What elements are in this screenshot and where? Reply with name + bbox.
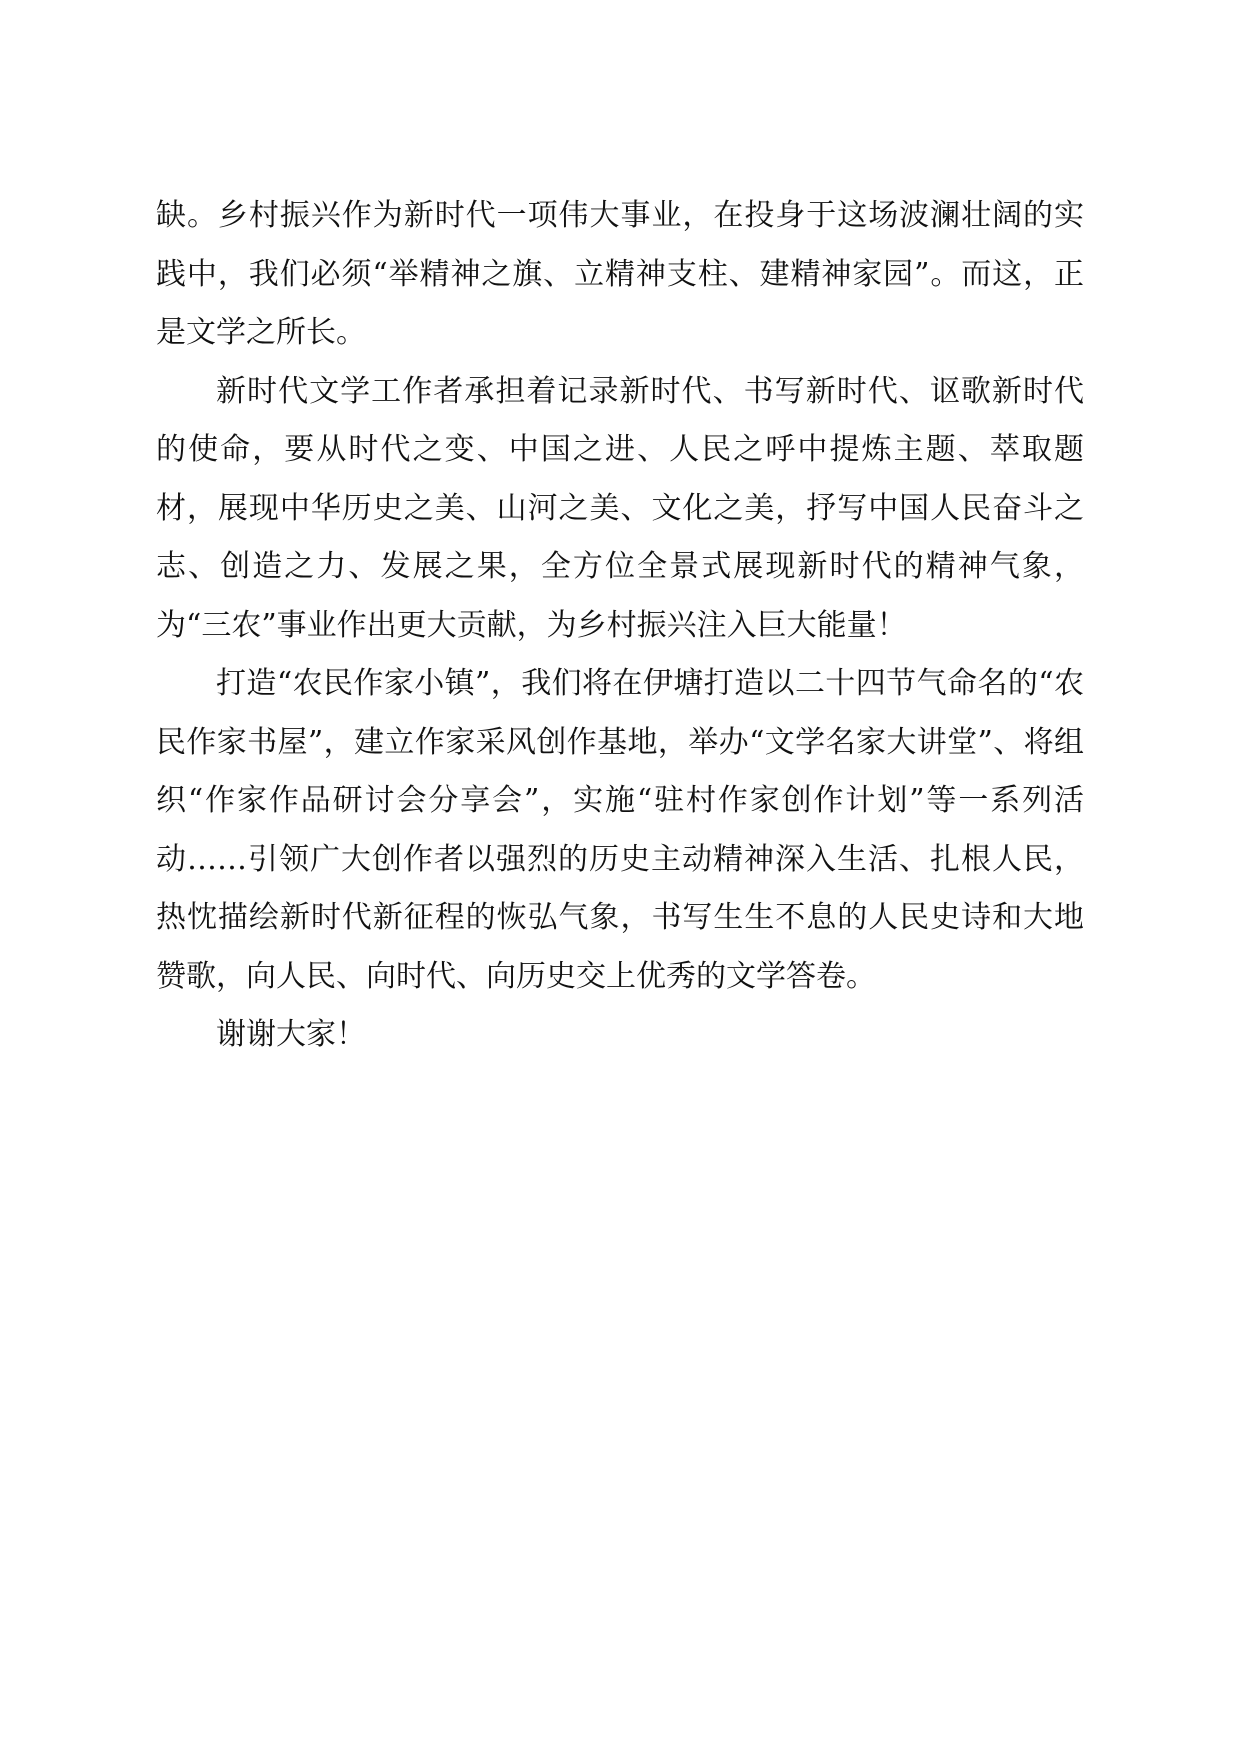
paragraph-thanks: 谢谢大家！: [216, 1017, 366, 1052]
paragraph-writer-town: 打造“农民作家小镇”，我们将在伊塘打造以二十四节气命名的“农民作家书屋”，建立作家采风创作基地，举办“文学名家大讲堂”、将组织“作家作品研讨会分享会”，实施“驻村作家创作计划”等一系列活动……引领广大创作者以强烈的历史主动精神深入生活、扎根人民，热忱描绘新时代新征程的恢弘气象，书写生生不息的人民史诗和大地赞歌，向人民、向时代、向历史交上优秀的文学答卷。: [156, 666, 1084, 994]
paragraph-continuation: 缺。乡村振兴作为新时代一项伟大事业，在投身于这场波澜壮阔的实践中，我们必须“举精神之旗、立精神支柱、建精神家园”。而这，正是文学之所长。: [156, 198, 1084, 350]
document-body: [156, 187, 1084, 1065]
paragraph-literature-mission: 新时代文学工作者承担着记录新时代、书写新时代、讴歌新时代的使命，要从时代之变、中国之进、人民之呼中提炼主题、萃取题材，展现中华历史之美、山河之美、文化之美，抒写中国人民奋斗之志、创造之力、发展之果，全方位全景式展现新时代的精神气象，为“三农”事业作出更大贡献，为乡村振兴注入巨大能量！: [156, 373, 1084, 643]
